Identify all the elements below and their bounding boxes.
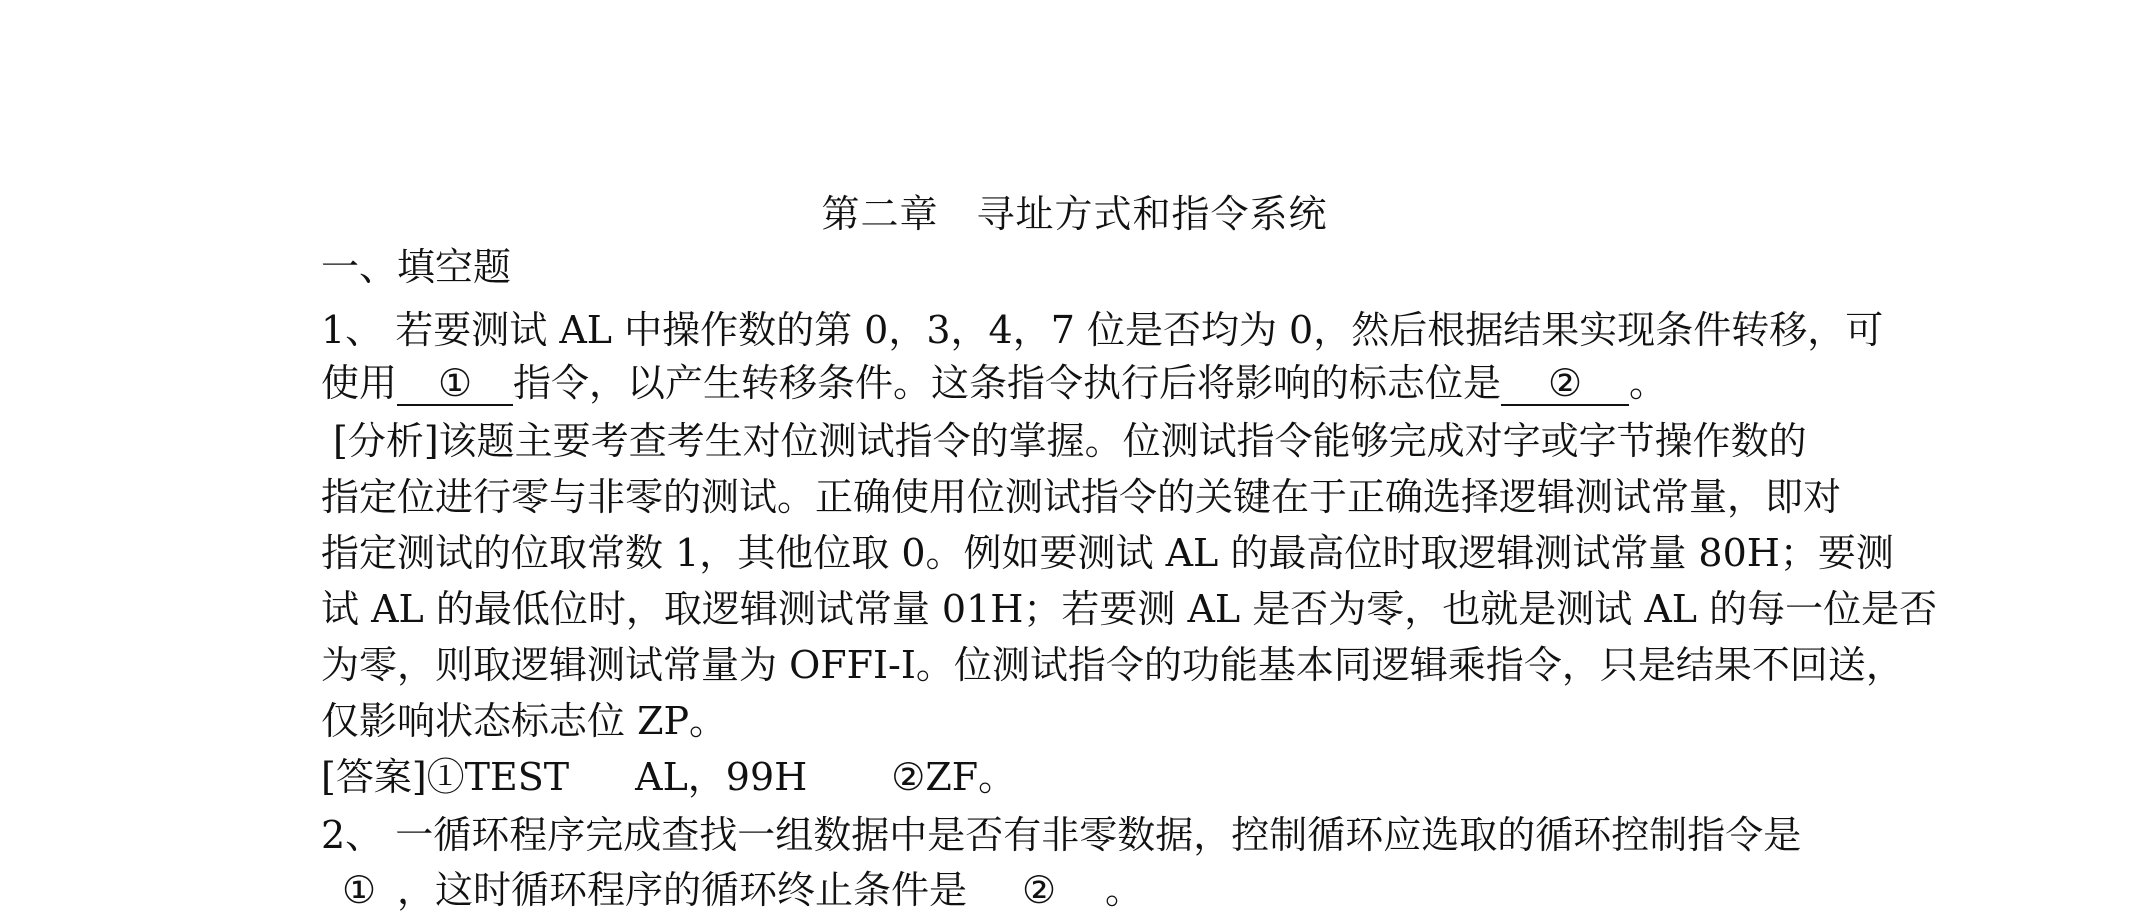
chapter-title — [0, 186, 2149, 242]
fill-blank-1[interactable]: ① — [397, 362, 513, 406]
answer-second: ②ZF。 — [891, 755, 1017, 799]
question-2-line-1: 2、 一循环程序完成查找一组数据中是否有非零数据，控制循环应选取的循环控制指令是 — [321, 813, 1802, 857]
question-1-line-2 — [321, 355, 1667, 411]
section-heading: 一、填空题 — [321, 245, 512, 289]
answer-line — [321, 749, 1016, 805]
question-1-middle: 指令，以产生转移条件。这条指令执行后将影响的标志位是 — [513, 361, 1502, 405]
answer-instruction: [答案]①TEST — [321, 755, 570, 799]
analysis-line-3: 指定测试的位取常数 1，其他位取 0。例如要测试 AL 的最高位时取逻辑测试常量 80H；要测 — [321, 531, 1894, 575]
question-2-line-2 — [321, 862, 1143, 918]
analysis-line-6: 仅影响状态标志位 ZP。 — [321, 699, 728, 743]
question-2-mark-2: ② — [1021, 868, 1057, 912]
question-1-end: 。 — [1629, 361, 1668, 405]
chapter-number: 第二章 — [821, 192, 939, 236]
question-1-prefix: 使用 — [321, 361, 398, 405]
answer-operand: AL，99H — [635, 755, 808, 799]
question-2-end: 。 — [1105, 868, 1144, 912]
question-2-middle: ，这时循环程序的循环终止条件是 — [397, 868, 968, 912]
analysis-line-4: 试 AL 的最低位时，取逻辑测试常量 01H；若要测 AL 是否为零，也就是测试 AL 的每一位是否 — [321, 587, 1938, 631]
fill-blank-2[interactable]: ② — [1501, 362, 1629, 406]
analysis-line-2: 指定位进行零与非零的测试。正确使用位测试指令的关键在于正确选择逻辑测试常量，即对 — [321, 475, 1842, 519]
question-1-line-1: 1、 若要测试 AL 中操作数的第 0，3，4，7 位是否均为 0，然后根据结果实现条件转移，可 — [321, 308, 1884, 352]
chapter-subtitle: 寻址方式和指令系统 — [976, 192, 1328, 236]
question-2-mark-1: ① — [341, 868, 377, 912]
analysis-line-1: [分析]该题主要考查考生对位测试指令的掌握。位测试指令能够完成对字或字节操作数的 — [333, 419, 1807, 463]
analysis-line-5: 为零，则取逻辑测试常量为 OFFI-I。位测试指令的功能基本同逻辑乘指令，只是结果不回送， — [321, 643, 1904, 687]
